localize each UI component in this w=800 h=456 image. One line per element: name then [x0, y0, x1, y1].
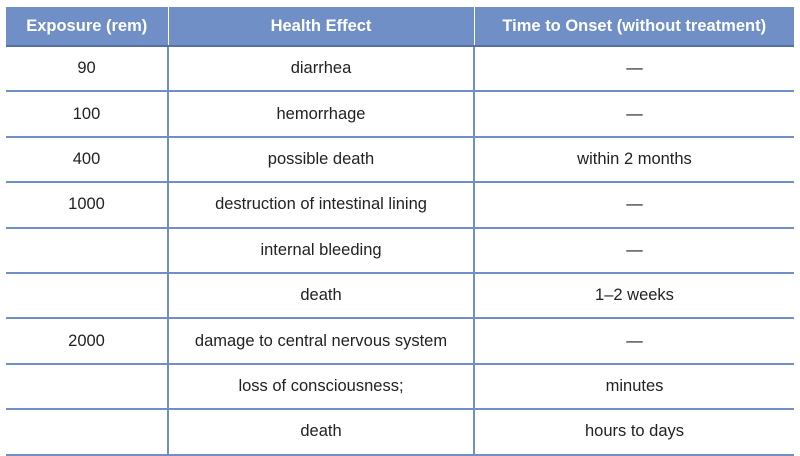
cell-exposure — [6, 273, 168, 318]
table-row — [6, 182, 794, 227]
table-row — [6, 228, 794, 273]
cell-health-effect: destruction of intestinal lining — [168, 182, 474, 227]
cell-health-effect: loss of consciousness; — [168, 364, 474, 409]
table-row — [6, 91, 794, 136]
cell-health-effect: damage to central nervous system — [168, 318, 474, 363]
cell-exposure — [6, 228, 168, 273]
cell-health-effect: death — [168, 273, 474, 318]
cell-health-effect: death — [168, 409, 474, 454]
cell-time-to-onset: — — [474, 46, 794, 91]
cell-health-effect: possible death — [168, 137, 474, 182]
cell-exposure: 2000 — [6, 318, 168, 363]
cell-time-to-onset: 1–2 weeks — [474, 273, 794, 318]
cell-time-to-onset: — — [474, 91, 794, 136]
header-time-to-onset: Time to Onset (without treatment) — [474, 7, 794, 47]
table-row — [6, 137, 794, 182]
radiation-effects-table-container — [6, 6, 794, 456]
cell-exposure — [6, 409, 168, 454]
cell-exposure: 90 — [6, 46, 168, 91]
cell-exposure — [6, 364, 168, 409]
table-row — [6, 318, 794, 363]
table-row — [6, 46, 794, 91]
header-exposure: Exposure (rem) — [6, 7, 168, 47]
cell-exposure: 400 — [6, 137, 168, 182]
cell-health-effect: hemorrhage — [168, 91, 474, 136]
cell-health-effect: diarrhea — [168, 46, 474, 91]
header-health-effect: Health Effect — [168, 7, 474, 47]
cell-time-to-onset: — — [474, 228, 794, 273]
table-row — [6, 409, 794, 454]
cell-time-to-onset: within 2 months — [474, 137, 794, 182]
cell-time-to-onset: — — [474, 318, 794, 363]
cell-time-to-onset: — — [474, 182, 794, 227]
table-row — [6, 273, 794, 318]
cell-exposure: 100 — [6, 91, 168, 136]
radiation-effects-table — [6, 6, 794, 456]
header-row — [6, 7, 794, 47]
cell-health-effect: internal bleeding — [168, 228, 474, 273]
table-row — [6, 364, 794, 409]
cell-time-to-onset: minutes — [474, 364, 794, 409]
cell-exposure: 1000 — [6, 182, 168, 227]
cell-time-to-onset: hours to days — [474, 409, 794, 454]
